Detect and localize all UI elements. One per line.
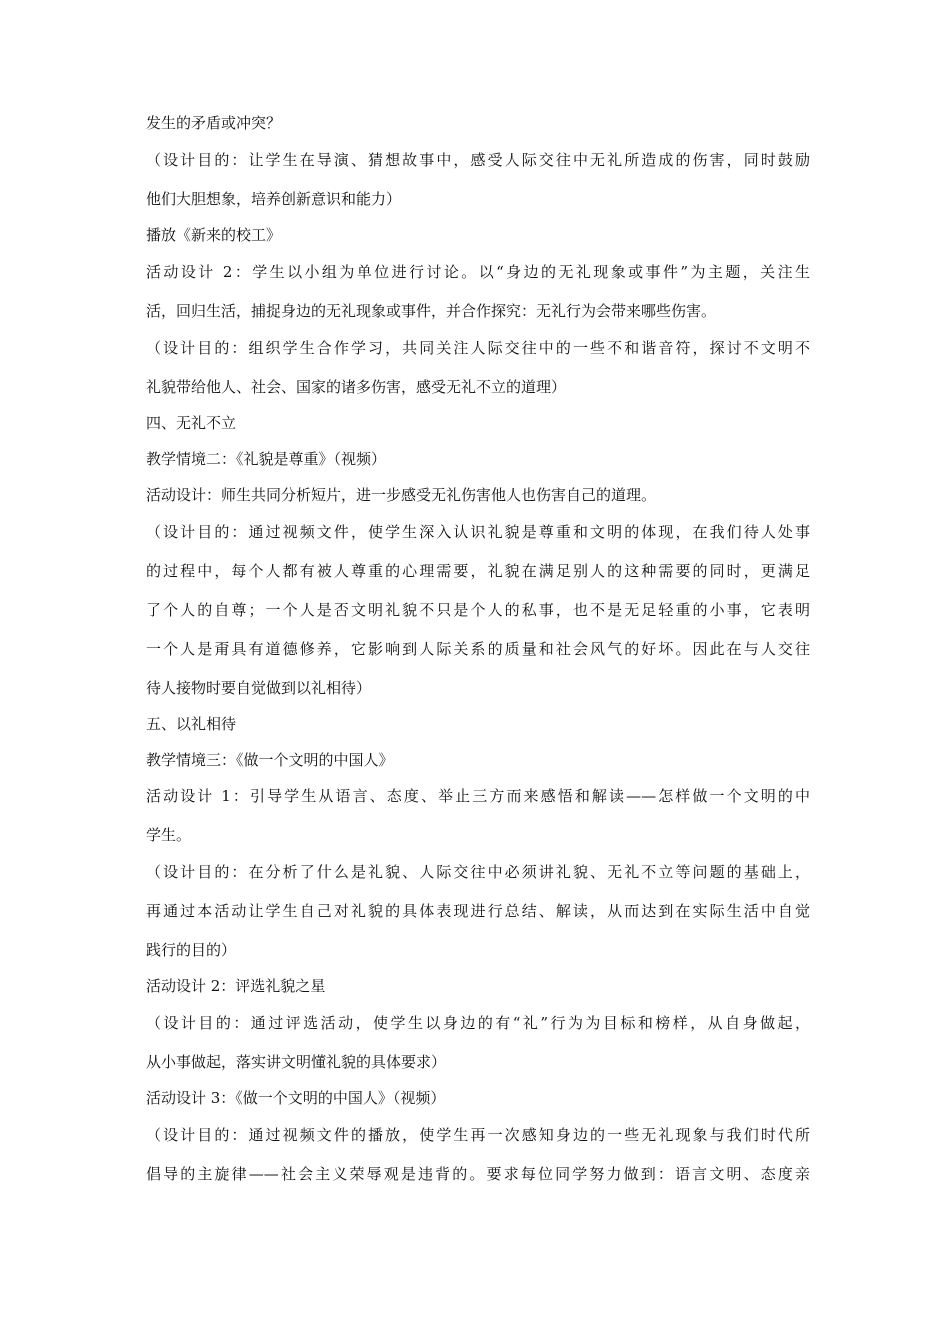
text-line: 活动设计 2：评选礼貌之星 [146, 977, 326, 995]
text-line: 倡导的主旋律——社会主义荣辱观是违背的。要求每位同学努力做到：语言文明、态度亲 [146, 1165, 810, 1183]
text-line: 教学情境三：《做一个文明的中国人》 [146, 751, 394, 769]
text-line: 活，回归生活，捕捉身边的无礼现象或事件，并合作探究：无礼行为会带来哪些伤害。 [146, 302, 717, 320]
text-line: 的过程中，每个人都有被人尊重的心理需要，礼貌在满足别人的这种需要的同时，更满足 [146, 562, 810, 580]
text-line: （设计目的：通过评选活动，使学生以身边的有“礼”行为为目标和榜样，从自身做起， [146, 1014, 810, 1032]
text-line: （设计目的：通过视频文件，使学生深入认识礼貌是尊重和文明的体现，在我们待人处事 [146, 523, 810, 541]
section-heading: 四、无礼不立 [146, 414, 237, 432]
text-line: 从小事做起，落实讲文明懂礼貌的具体要求） [146, 1053, 447, 1071]
text-line: 学生。 [146, 826, 192, 844]
text-line: （设计目的：在分析了什么是礼貌、人际交往中必须讲礼貌、无礼不立等问题的基础上， [146, 863, 810, 881]
text-line: 了个人的自尊；一个人是否文明礼貌不只是个人的私事，也不是无足轻重的小事，它表明 [146, 601, 810, 619]
text-line: 活动设计：师生共同分析短片，进一步感受无礼伤害他人也伤害自己的道理。 [146, 486, 657, 504]
document-page [146, 113, 810, 1184]
text-line: （设计目的：组织学生合作学习，共同关注人际交往中的一些不和谐音符，探讨不文明不 [146, 339, 810, 357]
text-line: （设计目的：通过视频文件的播放，使学生再一次感知身边的一些无礼现象与我们时代所 [146, 1126, 810, 1144]
text-line: 礼貌带给他人、社会、国家的诸多伤害，感受无礼不立的道理） [146, 378, 567, 396]
text-line: 活动设计 3：《做一个文明的中国人》（视频） [146, 1089, 446, 1107]
text-line: 教学情境二：《礼貌是尊重》（视频） [146, 450, 387, 468]
text-line: 一个人是甭具有道德修养，它影响到人际关系的质量和社会风气的好坏。因此在与人交往 [146, 640, 810, 658]
text-line: 他们大胆想象，培养创新意识和能力） [146, 190, 402, 208]
text-line: 发生的矛盾或冲突？ [146, 114, 282, 132]
text-line: 播放《新来的校工》 [146, 226, 282, 244]
text-line: （设计目的：让学生在导演、猜想故事中，感受人际交往中无礼所造成的伤害，同时鼓励 [146, 151, 810, 169]
text-line: 践行的目的） [146, 941, 237, 959]
section-heading: 五、以礼相待 [146, 715, 237, 733]
text-line: 活动设计 2：学生以小组为单位进行讨论。以“身边的无礼现象或事件”为主题，关注生 [146, 263, 810, 281]
text-line: 再通过本活动让学生自己对礼貌的具体表现进行总结、解读，从而达到在实际生活中自觉 [146, 902, 810, 920]
text-line: 待人接物时要自觉做到以礼相待） [146, 679, 372, 697]
text-line: 活动设计 1：引导学生从语言、态度、举止三方而来感悟和解读——怎样做一个文明的中 [146, 787, 810, 805]
